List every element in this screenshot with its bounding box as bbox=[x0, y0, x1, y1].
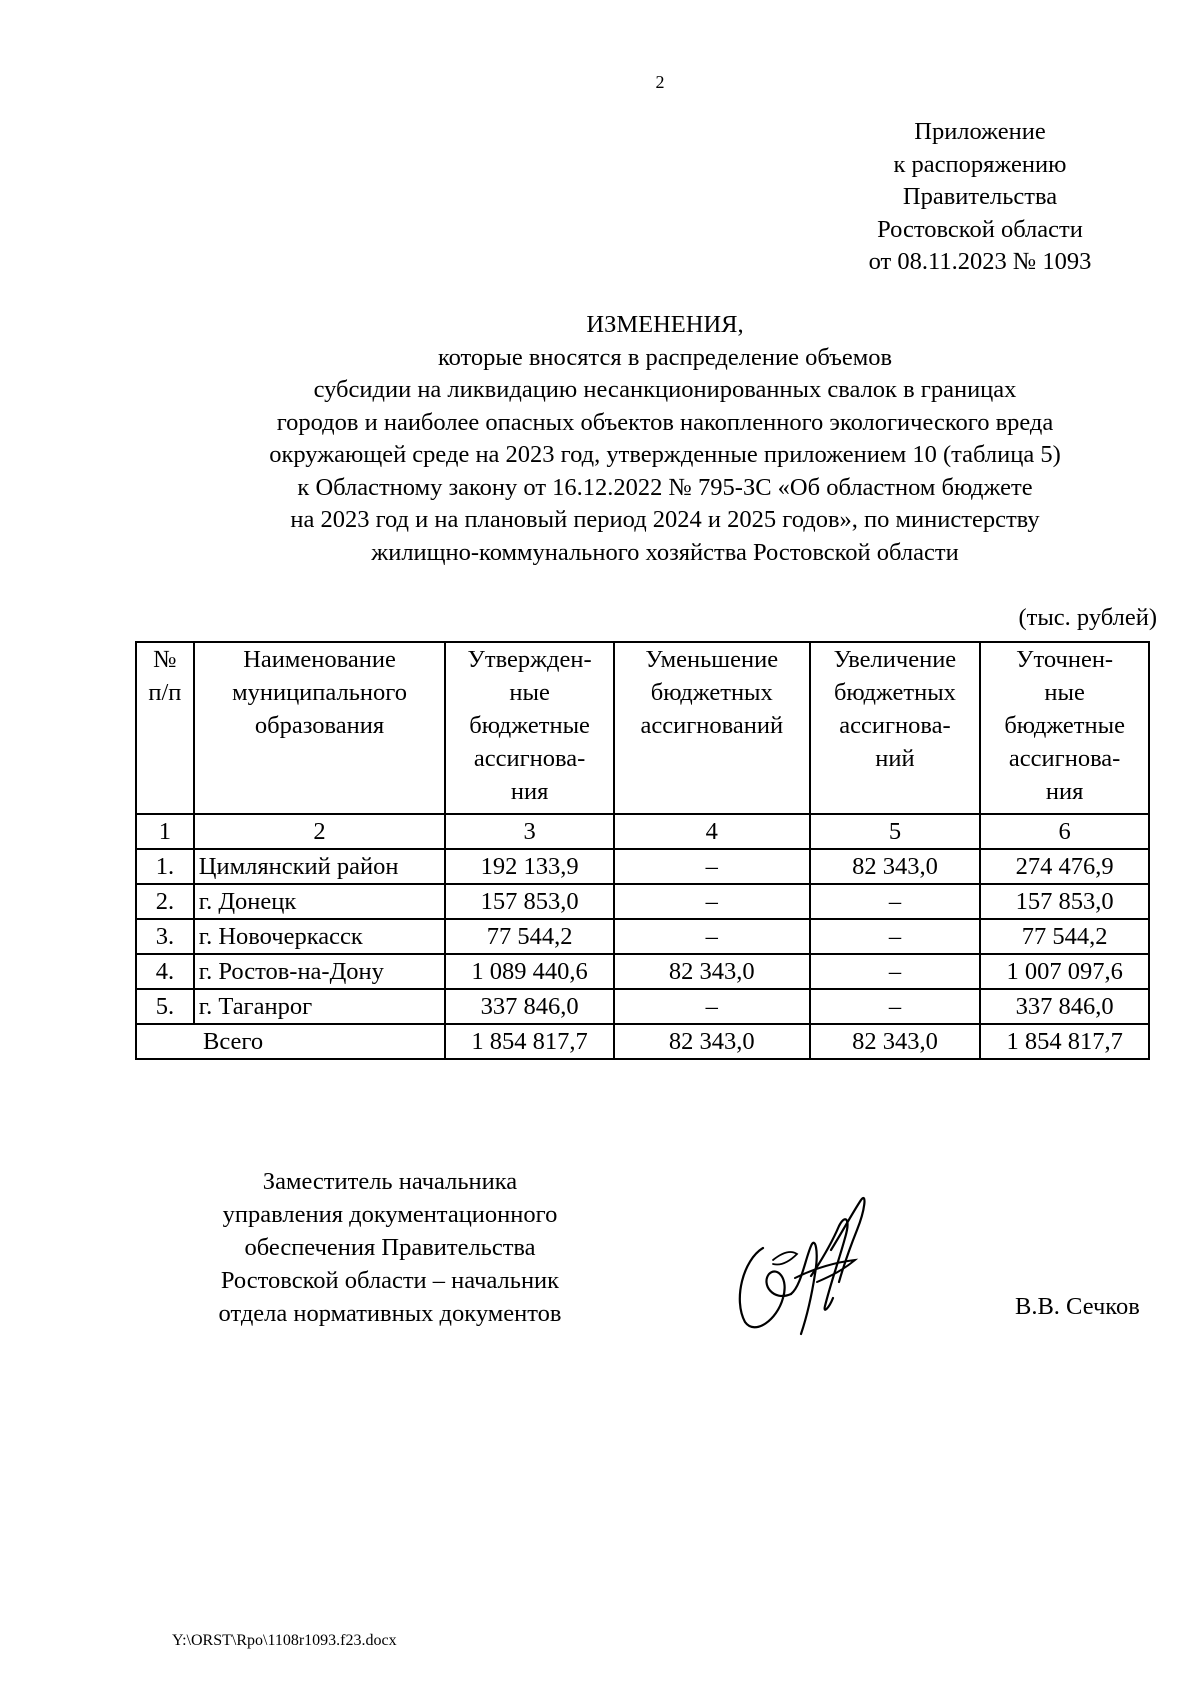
total-row bbox=[136, 1024, 1149, 1059]
signer-name: В.В. Сечков bbox=[1015, 1293, 1140, 1320]
signer-position-line: обеспечения Правительства bbox=[244, 1234, 536, 1261]
header-cell-municipality: Наименование муниципального образования bbox=[194, 642, 445, 814]
municipality-name: г. Новочеркасск bbox=[194, 919, 445, 954]
row-number: 5. bbox=[136, 989, 194, 1024]
total-approved: 1 854 817,7 bbox=[445, 1024, 614, 1059]
heading-line: городов и наиболее опасных объектов накопленного экологического вреда bbox=[276, 408, 1054, 436]
refined-value: 274 476,9 bbox=[980, 849, 1149, 884]
heading-line: окружающей среде на 2023 год, утвержденные приложением 10 (таблица 5) bbox=[269, 441, 1061, 468]
allocation-table bbox=[135, 641, 1150, 1060]
column-number-row bbox=[136, 814, 1149, 849]
refined-value: 1 007 097,6 bbox=[980, 954, 1149, 989]
column-number: 1 bbox=[136, 814, 194, 849]
footer-file-path: Y:\ORST\Rpo\1108r1093.f23.docx bbox=[172, 1632, 397, 1649]
municipality-name: г. Таганрог bbox=[194, 989, 445, 1024]
column-number: 4 bbox=[614, 814, 810, 849]
header-cell-increase: Увеличение бюджетных ассигнова- ний bbox=[810, 642, 981, 814]
heading-line: на 2023 год и на плановый период 2024 и 2025 годов», по министерству bbox=[290, 506, 1040, 533]
appendix-line: Приложение bbox=[914, 118, 1046, 145]
municipality-name: Цимлянский район bbox=[194, 849, 445, 884]
table-header-row bbox=[136, 642, 1149, 814]
refined-value: 77 544,2 bbox=[980, 919, 1149, 954]
handwritten-signature bbox=[725, 1190, 875, 1340]
table-row bbox=[136, 849, 1149, 884]
decrease-value: – bbox=[614, 849, 810, 884]
total-increase: 82 343,0 bbox=[810, 1024, 981, 1059]
appendix-line: к распоряжению bbox=[893, 150, 1067, 178]
table-row bbox=[136, 954, 1149, 989]
table-row bbox=[136, 989, 1149, 1024]
heading-title: ИЗМЕНЕНИЯ, bbox=[586, 311, 744, 338]
increase-value: – bbox=[810, 919, 981, 954]
decrease-value: – bbox=[614, 989, 810, 1024]
column-number: 3 bbox=[445, 814, 614, 849]
refined-value: 157 853,0 bbox=[980, 884, 1149, 919]
approved-value: 77 544,2 bbox=[445, 919, 614, 954]
approved-value: 1 089 440,6 bbox=[445, 954, 614, 989]
row-number: 2. bbox=[136, 884, 194, 919]
decrease-value: 82 343,0 bbox=[614, 954, 810, 989]
approved-value: 157 853,0 bbox=[445, 884, 614, 919]
header-cell-number: № п/п bbox=[136, 642, 194, 814]
total-label: Всего bbox=[136, 1024, 445, 1059]
column-number: 6 bbox=[980, 814, 1149, 849]
row-number: 3. bbox=[136, 919, 194, 954]
heading-line: жилищно-коммунального хозяйства Ростовской области bbox=[371, 538, 959, 566]
signer-position-line: управления документационного bbox=[222, 1201, 558, 1228]
decrease-value: – bbox=[614, 884, 810, 919]
column-number: 2 bbox=[194, 814, 445, 849]
increase-value: – bbox=[810, 989, 981, 1024]
heading-line: которые вносятся в распределение объемов bbox=[437, 343, 893, 371]
signer-position bbox=[170, 1165, 610, 1330]
increase-value: – bbox=[810, 884, 981, 919]
column-number: 5 bbox=[810, 814, 981, 849]
document-heading bbox=[180, 309, 1150, 569]
table-row bbox=[136, 919, 1149, 954]
header-cell-approved: Утвержден- ные бюджетные ассигнова- ния bbox=[445, 642, 614, 814]
heading-line: субсидии на ликвидацию несанкционированных свалок в границах bbox=[313, 376, 1017, 403]
table-row bbox=[136, 884, 1149, 919]
page-number: 2 bbox=[655, 72, 665, 92]
refined-value: 337 846,0 bbox=[980, 989, 1149, 1024]
heading-line: к Областному закону от 16.12.2022 № 795-ЗС «Об областном бюджете bbox=[297, 473, 1033, 501]
row-number: 4. bbox=[136, 954, 194, 989]
appendix-line: Ростовской области bbox=[877, 215, 1083, 243]
municipality-name: г. Донецк bbox=[194, 884, 445, 919]
appendix-line: от 08.11.2023 № 1093 bbox=[868, 248, 1092, 275]
decrease-value: – bbox=[614, 919, 810, 954]
municipality-name: г. Ростов-на-Дону bbox=[194, 954, 445, 989]
signer-position-line: отдела нормативных документов bbox=[218, 1300, 562, 1327]
approved-value: 192 133,9 bbox=[445, 849, 614, 884]
signer-position-line: Ростовской области – начальник bbox=[220, 1267, 560, 1294]
appendix-line: Правительства bbox=[902, 183, 1058, 210]
approved-value: 337 846,0 bbox=[445, 989, 614, 1024]
increase-value: – bbox=[810, 954, 981, 989]
total-refined: 1 854 817,7 bbox=[980, 1024, 1149, 1059]
increase-value: 82 343,0 bbox=[810, 849, 981, 884]
signer-position-line: Заместитель начальника bbox=[262, 1168, 518, 1195]
appendix-block bbox=[845, 116, 1115, 279]
row-number: 1. bbox=[136, 849, 194, 884]
unit-label: (тыс. рублей) bbox=[1018, 604, 1157, 631]
total-decrease: 82 343,0 bbox=[614, 1024, 810, 1059]
header-cell-refined: Уточнен- ные бюджетные ассигнова- ния bbox=[980, 642, 1149, 814]
header-cell-decrease: Уменьшение бюджетных ассигнований bbox=[614, 642, 810, 814]
